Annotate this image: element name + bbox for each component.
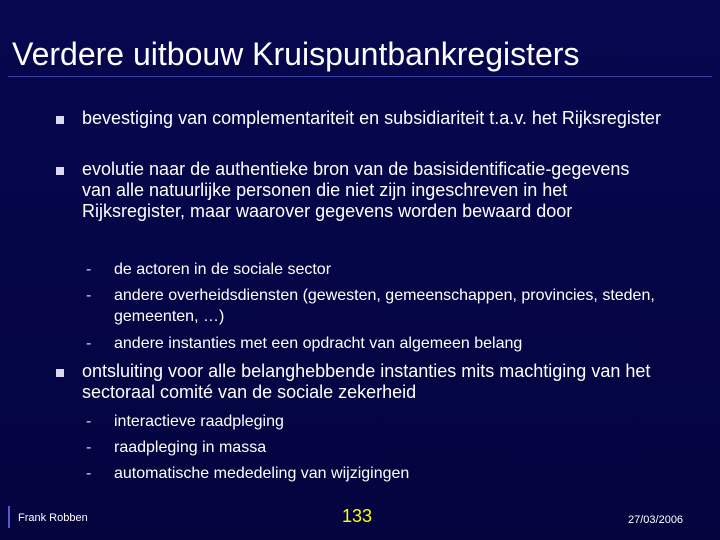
footer-accent-bar — [8, 506, 10, 528]
sub-bullet-text: andere instanties met een opdracht van algemeen belang — [114, 335, 523, 352]
footer-date: 27/03/2006 — [628, 514, 684, 526]
dash-bullet-icon: - — [86, 335, 92, 352]
sub-bullet-text: andere overheidsdiensten (gewesten, gemeenschappen, provincies, steden, gemeenten, …) — [114, 287, 655, 325]
title-divider — [8, 76, 712, 77]
square-bullet-icon — [56, 116, 64, 124]
dash-bullet-icon: - — [86, 287, 92, 304]
sub-bullet-text: interactieve raadpleging — [114, 413, 284, 430]
sub-bullet-text: automatische mededeling van wijzigingen — [114, 465, 410, 482]
sub-bullet-text: raadpleging in massa — [114, 439, 267, 456]
bullet-text: bevestiging van complementariteit en subsidiariteit t.a.v. het Rijksregister — [82, 108, 661, 128]
sub-bullet-text: de actoren in de sociale sector — [114, 261, 332, 278]
dash-bullet-icon: - — [86, 413, 92, 430]
square-bullet-icon — [56, 167, 64, 175]
bullet-text: ontsluiting voor alle belanghebbende instanties mits machtiging van het sectoraal comité van de sociale zekerheid — [82, 361, 651, 402]
slide-title: Verdere uitbouw Kruispuntbankregisters — [12, 36, 580, 72]
dash-bullet-icon: - — [86, 465, 92, 482]
page-number: 133 — [342, 506, 373, 526]
square-bullet-icon — [56, 369, 64, 377]
bullet-text: evolutie naar de authentieke bron van de basisidentificatie-gegevens van alle natuurlijke personen die niet zijn ingeschreven in het Rijksregister, maar waarover gegevens worden bewaard door — [82, 159, 630, 221]
footer-author: Frank Robben — [18, 512, 88, 524]
dash-bullet-icon: - — [86, 439, 92, 456]
dash-bullet-icon: - — [86, 261, 92, 278]
